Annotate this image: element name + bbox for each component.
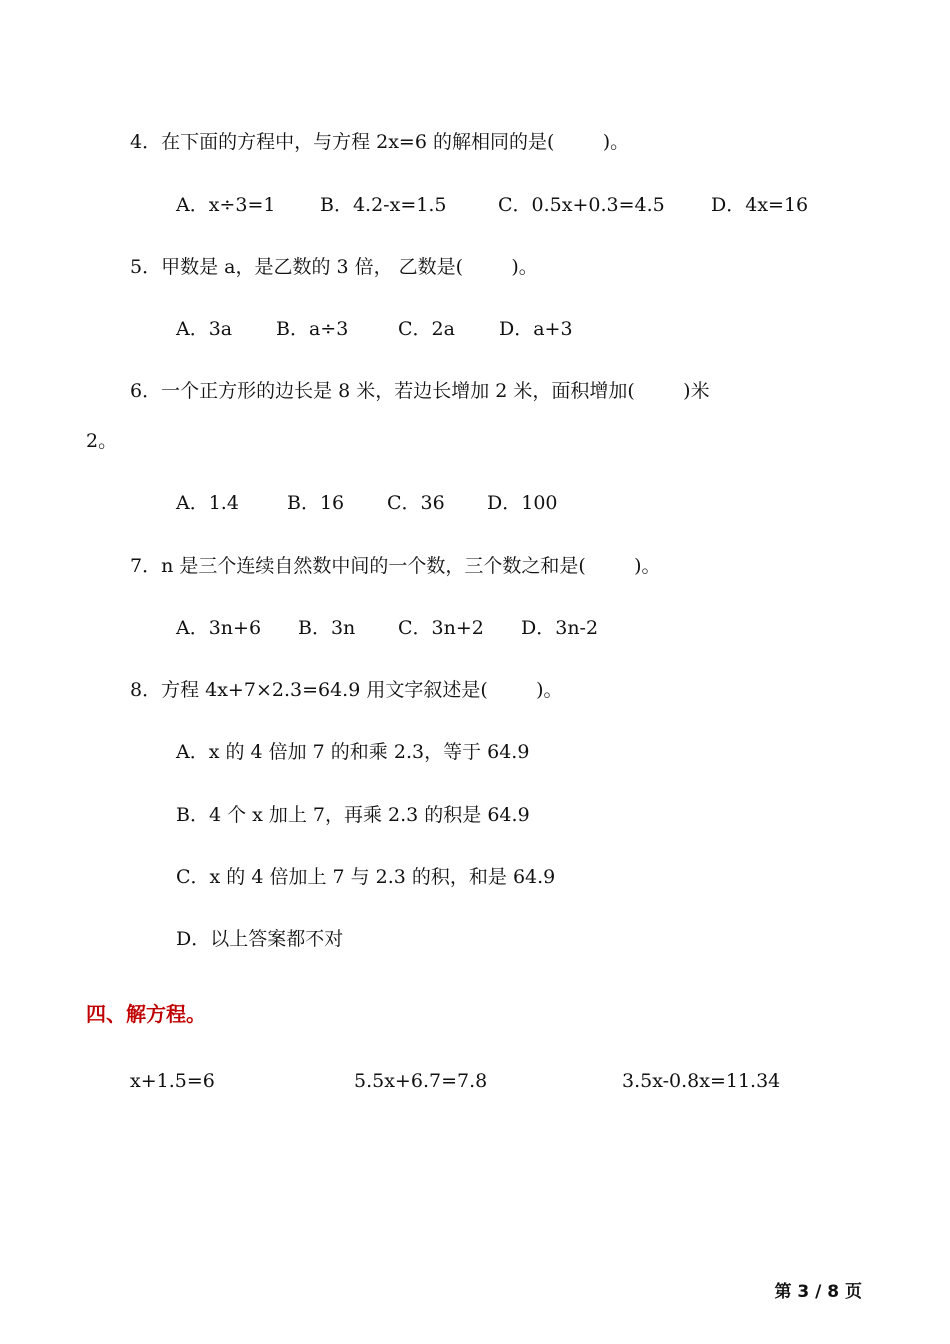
question-4-option-c: C．0.5x+0.3=4.5 (498, 194, 665, 216)
question-8-option-c: C．x 的 4 倍加上 7 与 2.3 的积，和是 64.9 (176, 866, 556, 888)
question-5-option-d: D．a+3 (499, 318, 573, 340)
question-6-stem-line2: 2。 (86, 430, 118, 452)
question-6-option-d: D．100 (487, 492, 558, 514)
question-5-option-c: C．2a (398, 318, 455, 340)
equation-3: 3.5x-0.8x=11.34 (622, 1070, 781, 1092)
question-4-option-a: A．x÷3=1 (176, 194, 276, 216)
question-6-stem-line1: 6．一个正方形的边长是 8 米，若边长增加 2 米，面积增加( )米 (130, 380, 710, 402)
question-7-option-b: B．3n (298, 617, 356, 639)
question-7-stem: 7．n 是三个连续自然数中间的一个数，三个数之和是( )。 (130, 555, 661, 577)
question-6-option-a: A．1.4 (176, 492, 239, 514)
question-8-option-b: B．4 个 x 加上 7，再乘 2.3 的积是 64.9 (176, 804, 530, 826)
equation-2: 5.5x+6.7=7.8 (354, 1070, 488, 1092)
question-5-option-a: A．3a (176, 318, 233, 340)
question-8-stem: 8．方程 4x+7×2.3=64.9 用文字叙述是( )。 (130, 679, 563, 701)
question-6-option-c: C．36 (387, 492, 445, 514)
question-7-option-a: A．3n+6 (176, 617, 262, 639)
question-7-option-c: C．3n+2 (398, 617, 484, 639)
page-number: 第 3 / 8 页 (774, 1282, 862, 1302)
section-4-title: 四、解方程。 (86, 1002, 206, 1026)
question-5-option-b: B．a÷3 (276, 318, 349, 340)
question-7-option-d: D．3n-2 (521, 617, 599, 639)
question-8-option-a: A．x 的 4 倍加 7 的和乘 2.3，等于 64.9 (176, 741, 530, 763)
question-4-option-d: D．4x=16 (711, 194, 809, 216)
question-5-stem: 5．甲数是 a，是乙数的 3 倍， 乙数是( )。 (130, 256, 538, 278)
question-4-option-b: B．4.2-x=1.5 (320, 194, 447, 216)
question-4-stem: 4．在下面的方程中，与方程 2x=6 的解相同的是( )。 (130, 131, 630, 153)
question-6-option-b: B．16 (287, 492, 345, 514)
question-8-option-d: D．以上答案都不对 (176, 928, 344, 950)
equation-1: x+1.5=6 (130, 1070, 215, 1092)
